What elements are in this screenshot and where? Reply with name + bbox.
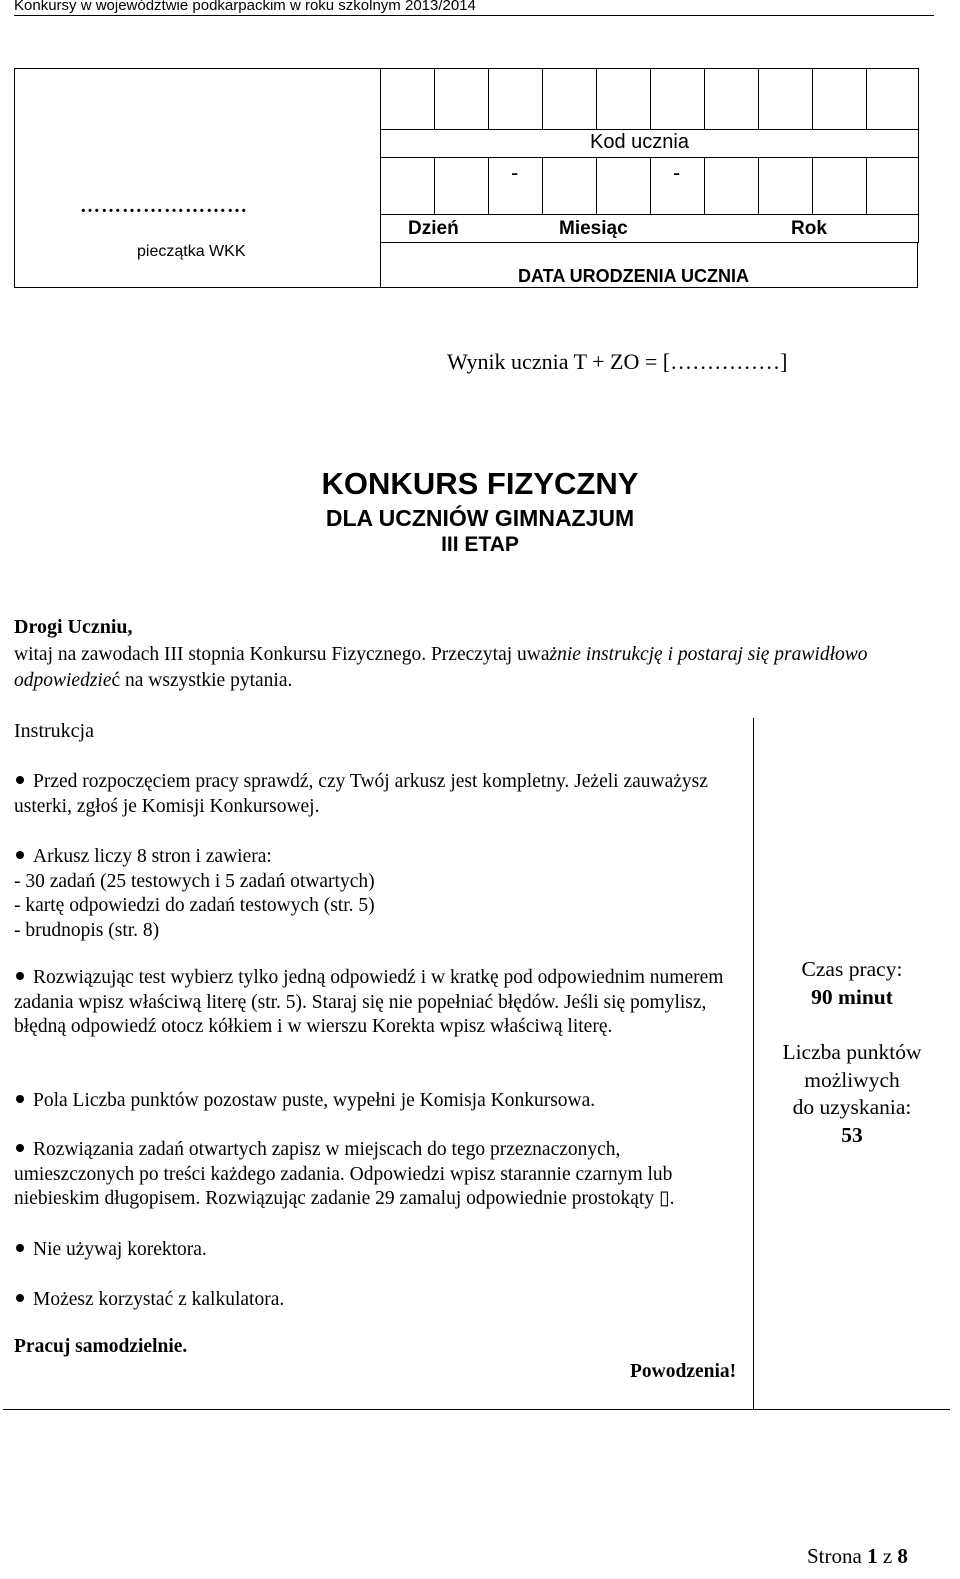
good-luck-note: Powodzenia! [630, 1361, 737, 1382]
page-sep: z [877, 1544, 898, 1568]
date-dash: - [511, 160, 519, 185]
instruction-item [14, 1238, 739, 1263]
stamp-placeholder: …………………… [80, 195, 248, 217]
code-cell[interactable] [812, 68, 867, 130]
score-line: Wynik ucznia T + ZO = [……………] [447, 349, 788, 374]
work-alone-note: Pracuj samodzielnie. [14, 1336, 188, 1357]
stamp-label: pieczątka WKK [137, 243, 246, 260]
date-cell[interactable] [866, 157, 919, 215]
points-label: możliwych [804, 1067, 900, 1092]
page-title: KONKURS FIZYCZNY [321, 466, 639, 501]
date-cell[interactable] [596, 157, 651, 215]
code-cell[interactable] [704, 68, 759, 130]
bullet-icon [16, 1244, 24, 1252]
bullet-icon [16, 1294, 24, 1302]
page-subtitle: DLA UCZNIÓW GIMNAZJUM [325, 505, 635, 531]
code-cell[interactable] [380, 68, 435, 130]
instruction-item [14, 1089, 739, 1114]
instruction-item [14, 770, 739, 819]
bottom-divider [3, 1409, 950, 1410]
date-cell[interactable] [758, 157, 813, 215]
instruction-item [14, 966, 739, 1040]
welcome-text [14, 642, 919, 694]
stage-label: III ETAP [441, 533, 519, 556]
date-cell[interactable] [434, 157, 489, 215]
date-separator-cell [650, 157, 705, 215]
date-dash: - [673, 160, 681, 185]
birth-date-caption: DATA URODZENIA UCZNIA [518, 266, 749, 286]
greeting: Drogi Uczniu, [14, 616, 133, 638]
instructions-heading: Instrukcja [14, 720, 94, 742]
code-cell[interactable] [758, 68, 813, 130]
bullet-icon [16, 851, 24, 859]
date-month-label: Miesiąc [559, 218, 628, 239]
code-cell[interactable] [596, 68, 651, 130]
date-separator-cell [488, 157, 543, 215]
bullet-icon [16, 972, 24, 980]
date-cell[interactable] [812, 157, 867, 215]
bullet-icon [16, 1144, 24, 1152]
welcome-text-part: żnie instrukcję i postaraj się prawidłowo odpowiedzie [14, 644, 868, 691]
points-label: do uzyskania: [792, 1095, 912, 1119]
instruction-item [14, 845, 739, 943]
page-prefix: Strona [807, 1544, 868, 1568]
page-number [807, 1544, 908, 1569]
instruction-text: Możesz korzystać z kalkulatora. [33, 1289, 285, 1310]
code-cell[interactable] [542, 68, 597, 130]
column-divider [753, 718, 754, 1410]
exam-info-panel [764, 956, 940, 1149]
instruction-item [14, 1138, 739, 1212]
welcome-text-part: ć na wszystkie pytania. [111, 670, 293, 691]
instruction-subline: - brudnopis (str. 8) [14, 919, 160, 941]
instruction-text: Pola Liczba punktów pozostaw puste, wypełni je Komisja Konkursowa. [33, 1090, 596, 1111]
instruction-subline: - 30 zadań (25 testowych i 5 zadań otwartych) [14, 870, 375, 892]
panel-spacer [764, 1011, 940, 1039]
points-label: Liczba punktów [782, 1040, 922, 1064]
document-header: Konkursy w województwie podkarpackim w roku szkolnym 2013/2014 [14, 0, 476, 14]
bullet-icon [16, 776, 24, 784]
instruction-subline: - kartę odpowiedzi do zadań testowych (str. 5) [14, 895, 375, 916]
instruction-text: Rozwiązania zadań otwartych zapisz w miejscach do tego przeznaczonych, umieszczonych po treści każdego zadania. Odpowiedzi wpisz starannie czarnym lub niebieskim długopisem. Rozwiązując zadanie 29 zamaluj odpowiednie prostokąty ▯. [14, 1139, 675, 1209]
date-cell[interactable] [542, 157, 597, 215]
time-label: Czas pracy: [801, 957, 903, 981]
instruction-text: Arkusz liczy 8 stron i zawiera: [33, 846, 272, 867]
page-current: 1 [867, 1544, 878, 1568]
instruction-text: Rozwiązując test wybierz tylko jedną odpowiedź i w kratkę pod odpowiednim numerem zadania wpisz właściwą literę (str. 5). Staraj się nie popełniać błędów. Jeśli się pomylisz, błędną odpowiedź otocz kółkiem i w wierszu Korekta wpisz właściwą literę. [14, 967, 724, 1037]
date-label-row [380, 214, 919, 243]
date-cell[interactable] [704, 157, 759, 215]
instruction-text: Nie używaj korektora. [33, 1239, 207, 1260]
code-cell[interactable] [866, 68, 919, 130]
code-cell[interactable] [434, 68, 489, 130]
code-cell[interactable] [488, 68, 543, 130]
header-divider [14, 15, 934, 16]
points-value: 53 [841, 1122, 863, 1147]
welcome-text-part: witaj na zawodach III stopnia Konkursu Fizycznego. Przeczytaj uwa [14, 644, 550, 665]
instruction-text: Przed rozpoczęciem pracy sprawdź, czy Twój arkusz jest kompletny. Jeżeli zauważysz usterki, zgłoś je Komisji Konkursowej. [14, 771, 708, 817]
code-cell[interactable] [650, 68, 705, 130]
bullet-icon [16, 1095, 24, 1103]
student-code-label: Kod ucznia [590, 131, 689, 153]
date-year-label: Rok [791, 218, 827, 239]
time-value: 90 minut [811, 984, 893, 1009]
date-cell[interactable] [380, 157, 435, 215]
date-day-label: Dzień [408, 218, 459, 239]
instruction-item [14, 1288, 739, 1313]
page-total: 8 [897, 1544, 908, 1568]
